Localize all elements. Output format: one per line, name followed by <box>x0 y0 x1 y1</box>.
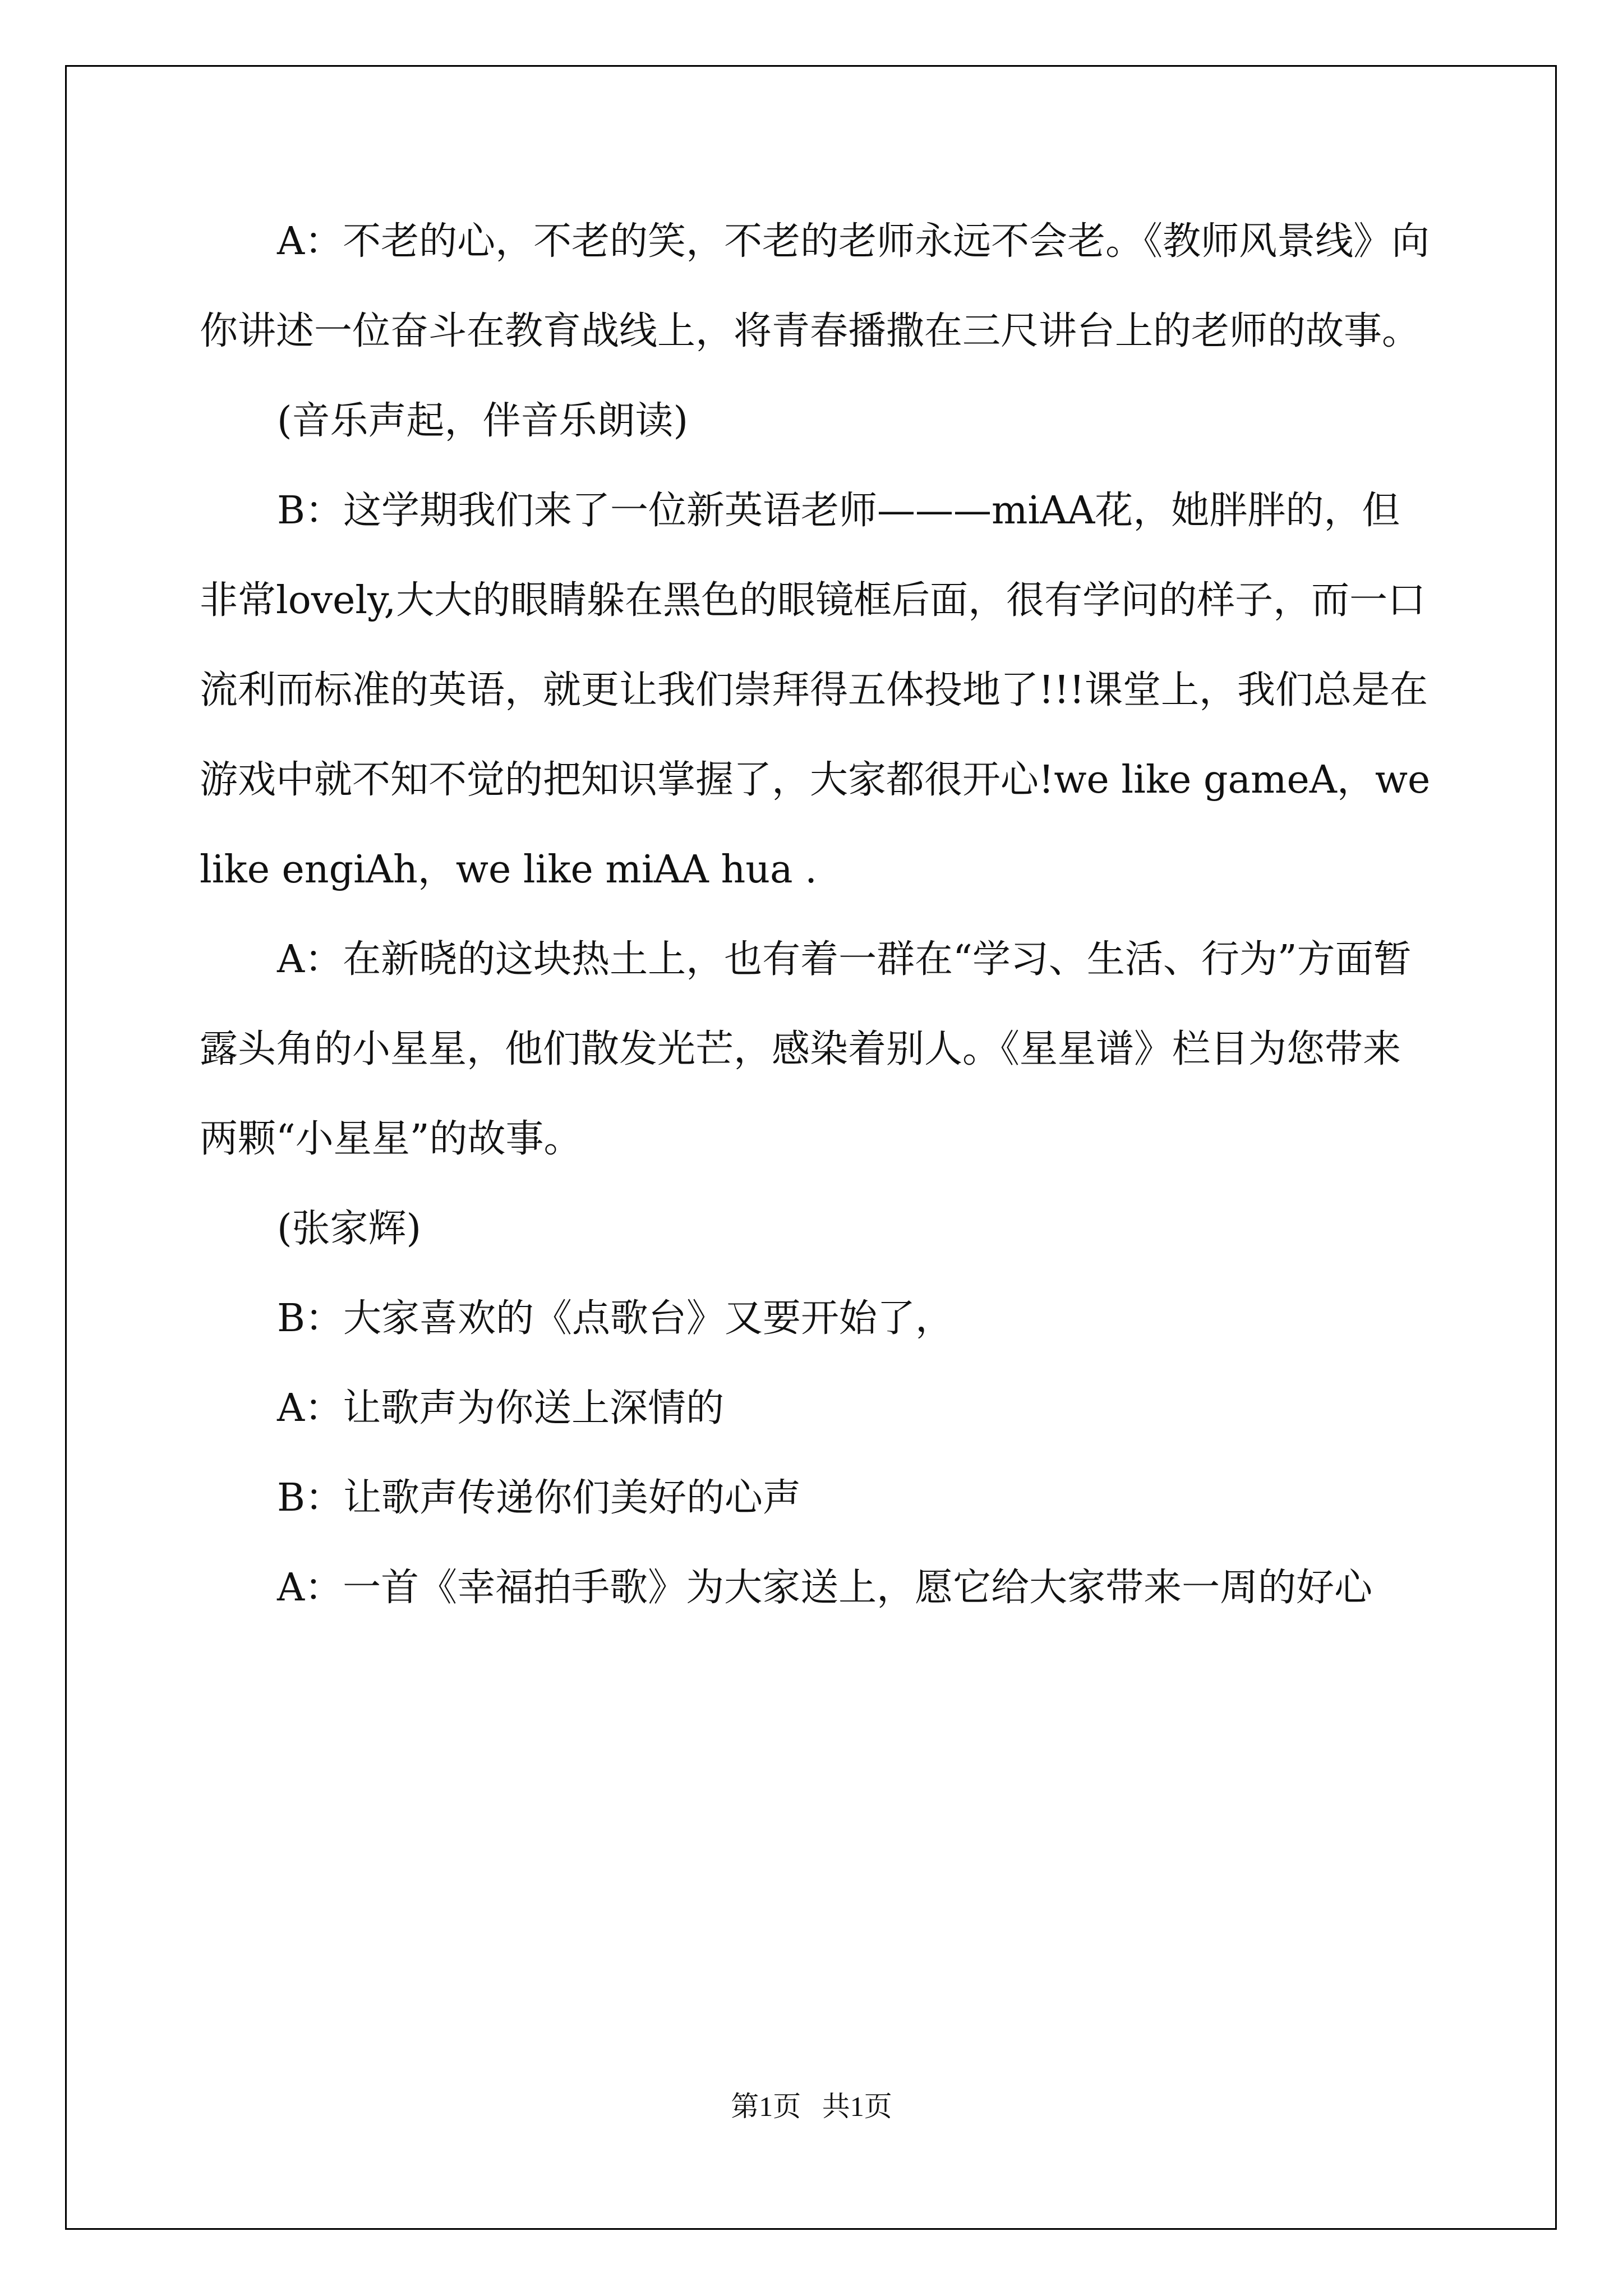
paragraph-6: B：大家喜欢的《点歌台》又要开始了， <box>277 1296 953 1341</box>
paragraph-9: A：一首《幸福拍手歌》为大家送上，愿它给大家带来一周的好心 <box>277 1566 1373 1610</box>
paragraph-8: B：让歌声传递你们美好的心声 <box>277 1476 801 1520</box>
paragraph-1: A：不老的心，不老的笑，不老的老师永远不会老。《教师风景线》向你讲述一位奋斗在教育战线上，将青春播撒在三尺讲台上的老师的故事。 <box>200 219 1430 353</box>
document-body <box>200 197 1433 1633</box>
paragraph-5: (张家辉) <box>277 1207 422 1251</box>
page-number-footer: 第1页 共1页 <box>731 2091 892 2122</box>
paragraph-2: (音乐声起，伴音乐朗读) <box>277 399 689 443</box>
paragraph-3: B：这学期我们来了一位新英语老师———miAA花，她胖胖的，但非常lovely,大大的眼睛躲在黑色的眼镜框后面，很有学问的样子，而一口流利而标准的英语，就更让我们崇拜得五体投地了!!!课堂上，我们总是在游戏中就不知不觉的把知识掌握了，大家都很开心!we like gameA，we like engiAh，we like miAA hua . <box>200 489 1431 892</box>
paragraph-4: A：在新晓的这块热土上，也有着一群在“学习、生活、行为”方面暂露头角的小星星，他们散发光芒，感染着别人。《星星谱》栏目为您带来两颗“小星星”的故事。 <box>200 937 1412 1161</box>
paragraph-7: A：让歌声为你送上深情的 <box>277 1386 725 1430</box>
